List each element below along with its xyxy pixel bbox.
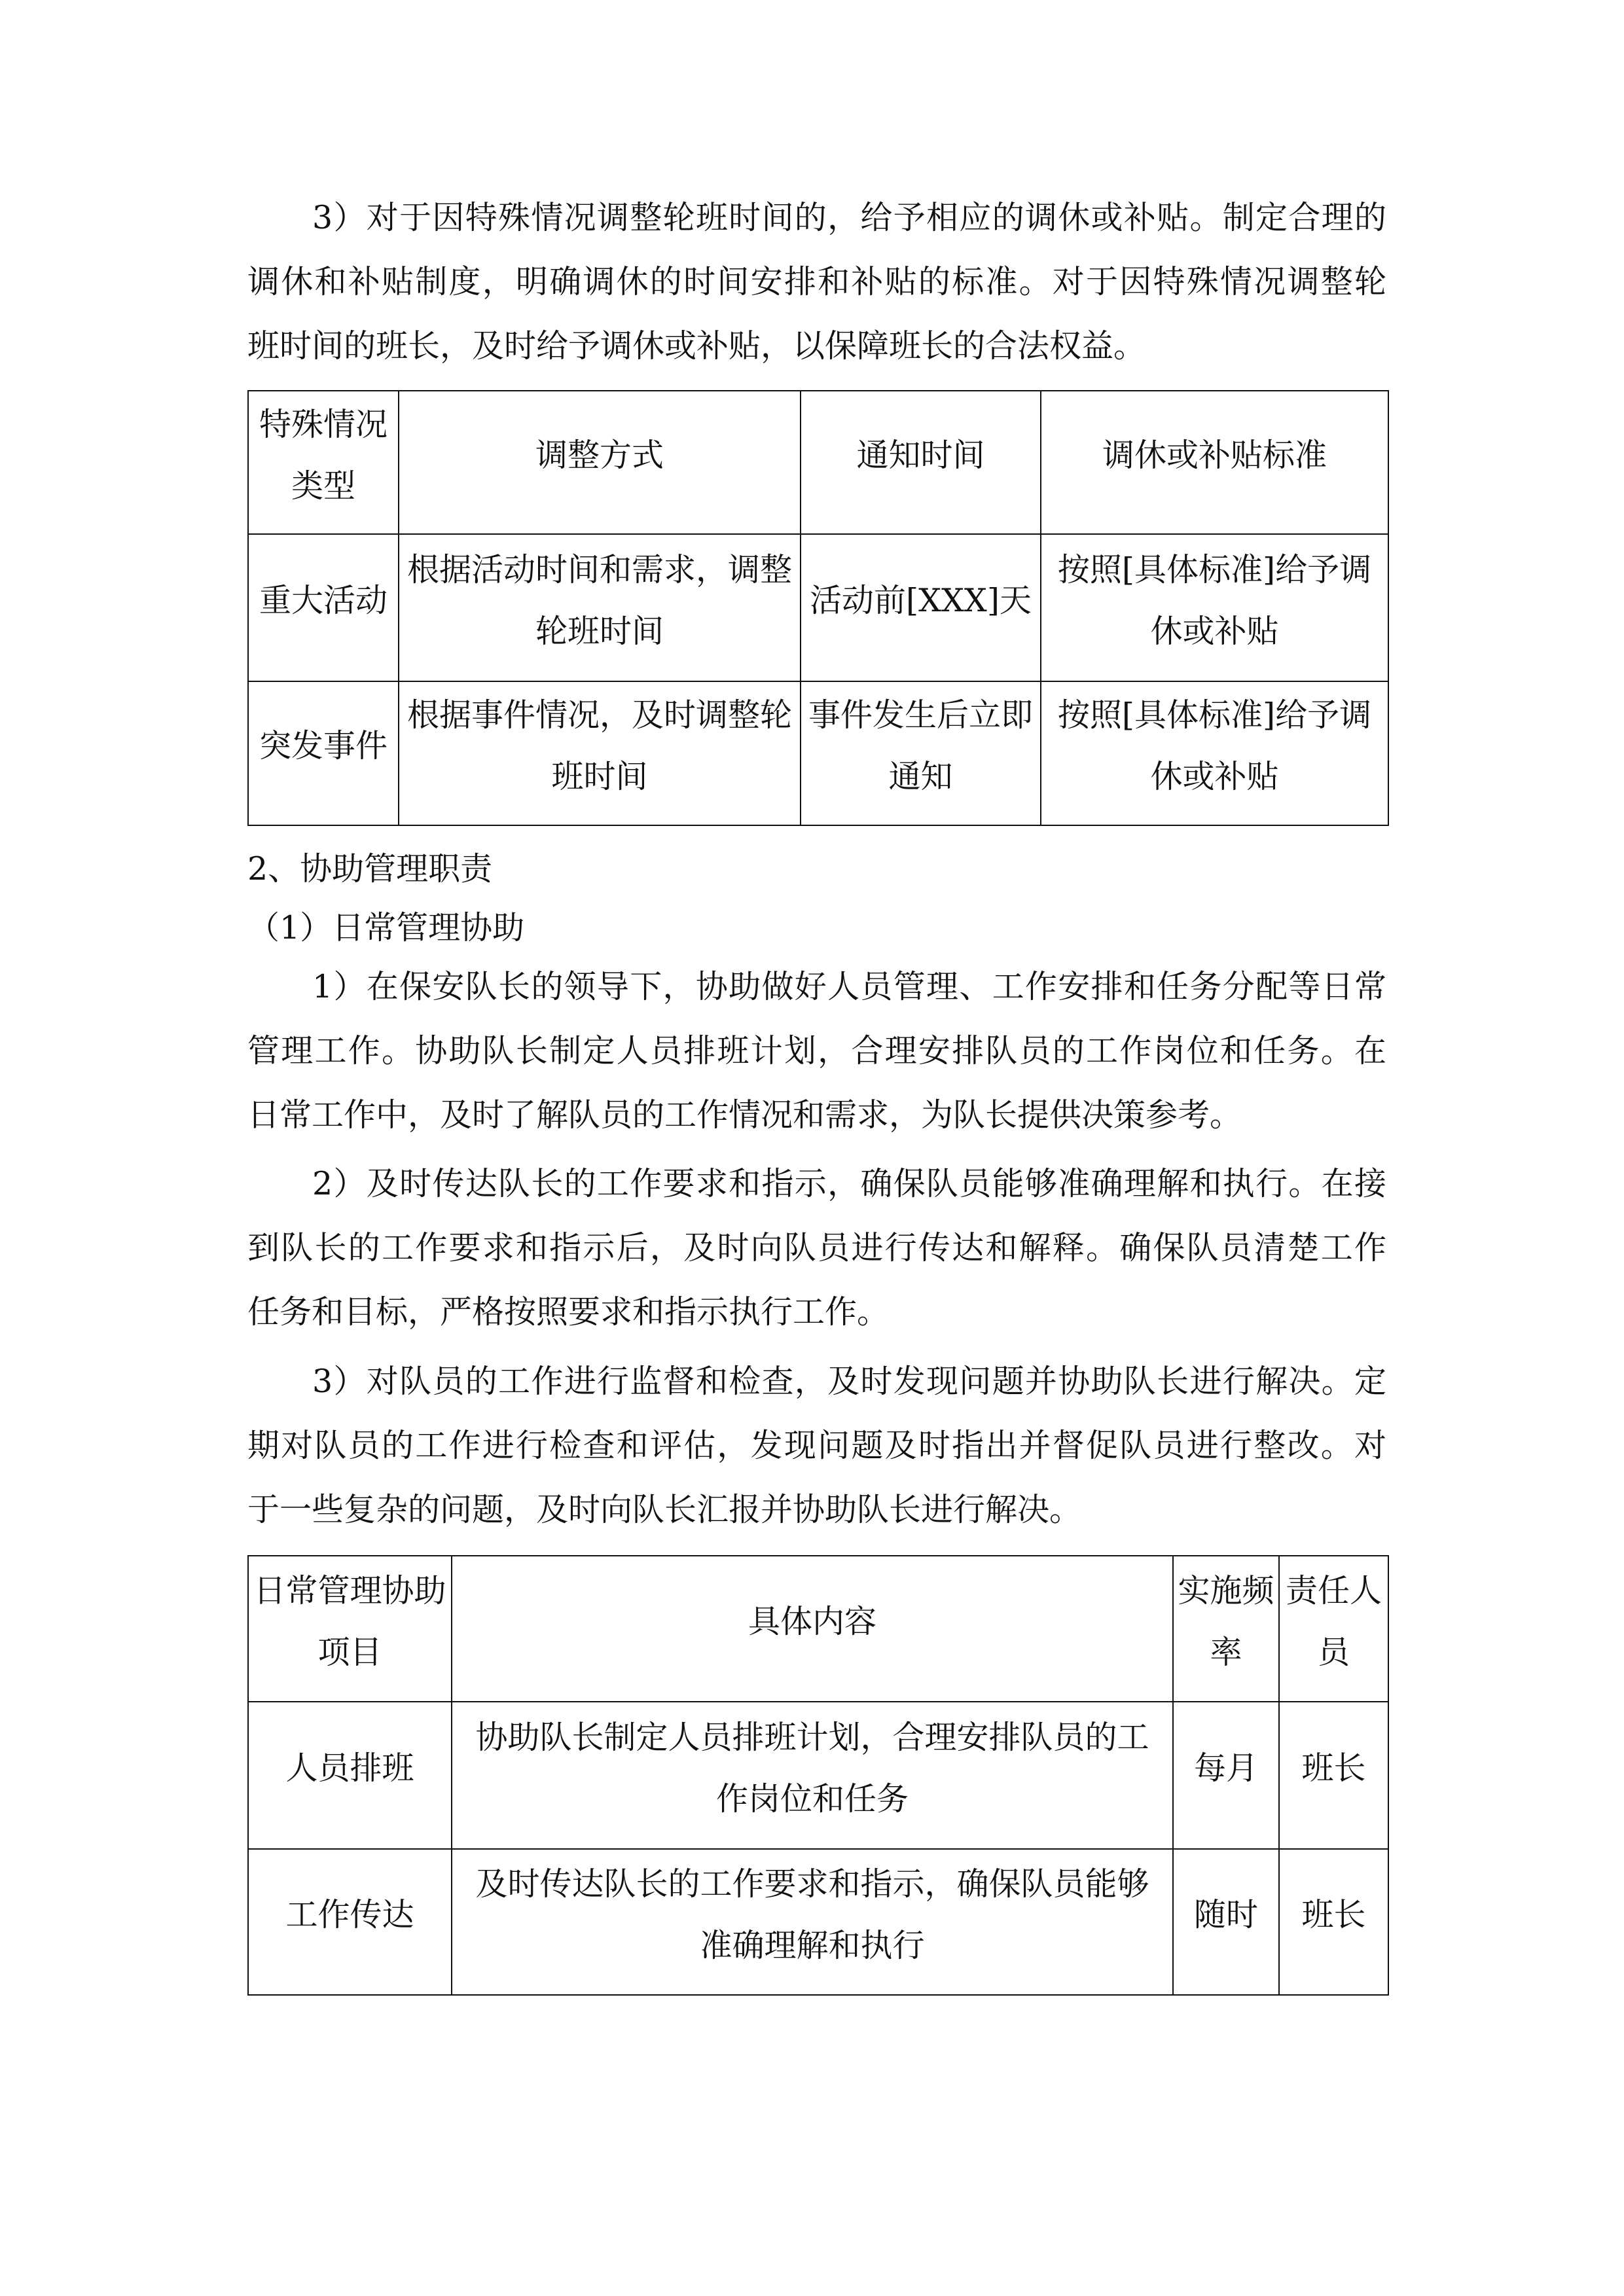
cell-line: 实施频 — [1178, 1571, 1274, 1609]
table-cell — [1279, 1849, 1388, 1995]
table-header-cell-compensation-standard — [1041, 391, 1388, 534]
cell-line: 项目 — [317, 1633, 382, 1671]
cell-line: 随时 — [1193, 1895, 1258, 1933]
cell-line: 协助队长制定人员排班计划，合理安排队员的工 — [475, 1718, 1149, 1756]
paragraph-special-adjustment — [247, 186, 1386, 378]
cell-line: 调整方式 — [535, 436, 664, 474]
cell-line: 及时传达队长的工作要求和指示，确保队员能够 — [475, 1865, 1149, 1903]
cell-line: 班时间 — [551, 758, 648, 795]
cell-line: 率 — [1210, 1633, 1242, 1671]
cell-line: 班长 — [1301, 1895, 1366, 1933]
table-cell — [399, 534, 801, 681]
subsection-heading — [247, 896, 1386, 960]
table-header-cell-notice-time — [801, 391, 1041, 534]
paragraph-line: 期对队员的工作进行检查和评估，发现问题及时指出并督促队员进行整改。对 — [247, 1427, 1386, 1464]
cell-line: 通知 — [888, 758, 953, 795]
table-cell — [1279, 1702, 1388, 1849]
table-header-row — [248, 391, 1388, 534]
cell-line: 按照[具体标准]给予调 — [1057, 550, 1372, 588]
subsection-heading-text: （1）日常管理协助 — [247, 909, 525, 946]
table-cell — [248, 681, 399, 825]
table-cell — [248, 534, 399, 681]
table-row — [248, 534, 1388, 681]
special-situation-table — [247, 390, 1389, 826]
table-header-cell-adjustment-method — [399, 391, 801, 534]
table-row — [248, 681, 1388, 825]
table-cell — [801, 681, 1041, 825]
cell-line: 根据事件情况，及时调整轮 — [406, 696, 792, 734]
section-heading-text: 2、协助管理职责 — [247, 850, 493, 888]
table-header-cell-responsible — [1279, 1556, 1388, 1702]
cell-line: 员 — [1317, 1633, 1350, 1671]
cell-line: 活动前[XXX]天 — [810, 581, 1032, 619]
cell-line: 休或补贴 — [1150, 758, 1279, 795]
cell-line: 休或补贴 — [1150, 612, 1279, 650]
table-cell — [1173, 1702, 1279, 1849]
daily-management-table — [247, 1555, 1389, 1996]
table-header-cell-item — [248, 1556, 452, 1702]
cell-line: 人员排班 — [285, 1749, 414, 1787]
table-cell — [399, 681, 801, 825]
section-heading — [247, 837, 1386, 901]
paragraph-line: 管理工作。协助队长制定人员排班计划，合理安排队员的工作岗位和任务。在 — [247, 1032, 1386, 1069]
cell-line: 工作传达 — [285, 1895, 414, 1933]
table-cell — [452, 1849, 1173, 1995]
table-cell — [248, 1849, 452, 1995]
paragraph-line: 任务和目标，严格按照要求和指示执行工作。 — [247, 1293, 890, 1331]
table-row — [248, 1702, 1388, 1849]
cell-line: 准确理解和执行 — [700, 1926, 925, 1964]
cell-line: 日常管理协助 — [253, 1571, 446, 1609]
paragraph-line: 日常工作中，及时了解队员的工作情况和需求，为队长提供决策参考。 — [247, 1096, 1242, 1134]
cell-line: 特殊情况 — [259, 405, 388, 443]
paragraph-line: 3）对队员的工作进行监督和检查，及时发现问题并协助队长进行解决。定 — [312, 1363, 1386, 1400]
table-cell — [1041, 534, 1388, 681]
cell-line: 突发事件 — [259, 727, 388, 764]
table-header-cell-situation-type — [248, 391, 399, 534]
cell-line: 每月 — [1193, 1749, 1258, 1787]
paragraph-line: 2）及时传达队长的工作要求和指示，确保队员能够准确理解和执行。在接 — [312, 1165, 1386, 1202]
cell-line: 重大活动 — [259, 581, 388, 619]
cell-line: 事件发生后立即 — [808, 696, 1033, 734]
table-cell — [1173, 1849, 1279, 1995]
cell-line: 作岗位和任务 — [715, 1780, 909, 1818]
table-cell — [1041, 681, 1388, 825]
table-header-cell-content — [452, 1556, 1173, 1702]
cell-line: 班长 — [1301, 1749, 1366, 1787]
table-row — [248, 1849, 1388, 1995]
cell-line: 调休或补贴标准 — [1102, 436, 1327, 474]
paragraph-line: 1）在保安队长的领导下，协助做好人员管理、工作安排和任务分配等日常 — [312, 968, 1386, 1005]
cell-line: 轮班时间 — [535, 612, 664, 650]
table-cell — [248, 1702, 452, 1849]
paragraph-convey-instructions — [247, 1152, 1386, 1344]
cell-line: 类型 — [291, 467, 355, 505]
paragraph-line: 于一些复杂的问题，及时向队长汇报并协助队长进行解决。 — [247, 1491, 1082, 1528]
paragraph-daily-management — [247, 955, 1386, 1147]
paragraph-line: 3）对于因特殊情况调整轮班时间的，给予相应的调休或补贴。制定合理的 — [312, 199, 1386, 236]
table-header-cell-frequency — [1173, 1556, 1279, 1702]
cell-line: 通知时间 — [856, 436, 985, 474]
paragraph-supervision — [247, 1350, 1386, 1542]
table-cell — [452, 1702, 1173, 1849]
cell-line: 根据活动时间和需求，调整 — [406, 550, 792, 588]
paragraph-line: 调休和补贴制度，明确调休的时间安排和补贴的标准。对于因特殊情况调整轮 — [247, 263, 1386, 300]
table-cell — [801, 534, 1041, 681]
cell-line: 具体内容 — [748, 1602, 876, 1640]
table-header-row — [248, 1556, 1388, 1702]
cell-line: 按照[具体标准]给予调 — [1057, 696, 1372, 734]
paragraph-line: 到队长的工作要求和指示后，及时向队员进行传达和解释。确保队员清楚工作 — [247, 1229, 1386, 1266]
cell-line: 责任人 — [1285, 1571, 1382, 1609]
paragraph-line: 班时间的班长，及时给予调休或补贴，以保障班长的合法权益。 — [247, 327, 1146, 365]
